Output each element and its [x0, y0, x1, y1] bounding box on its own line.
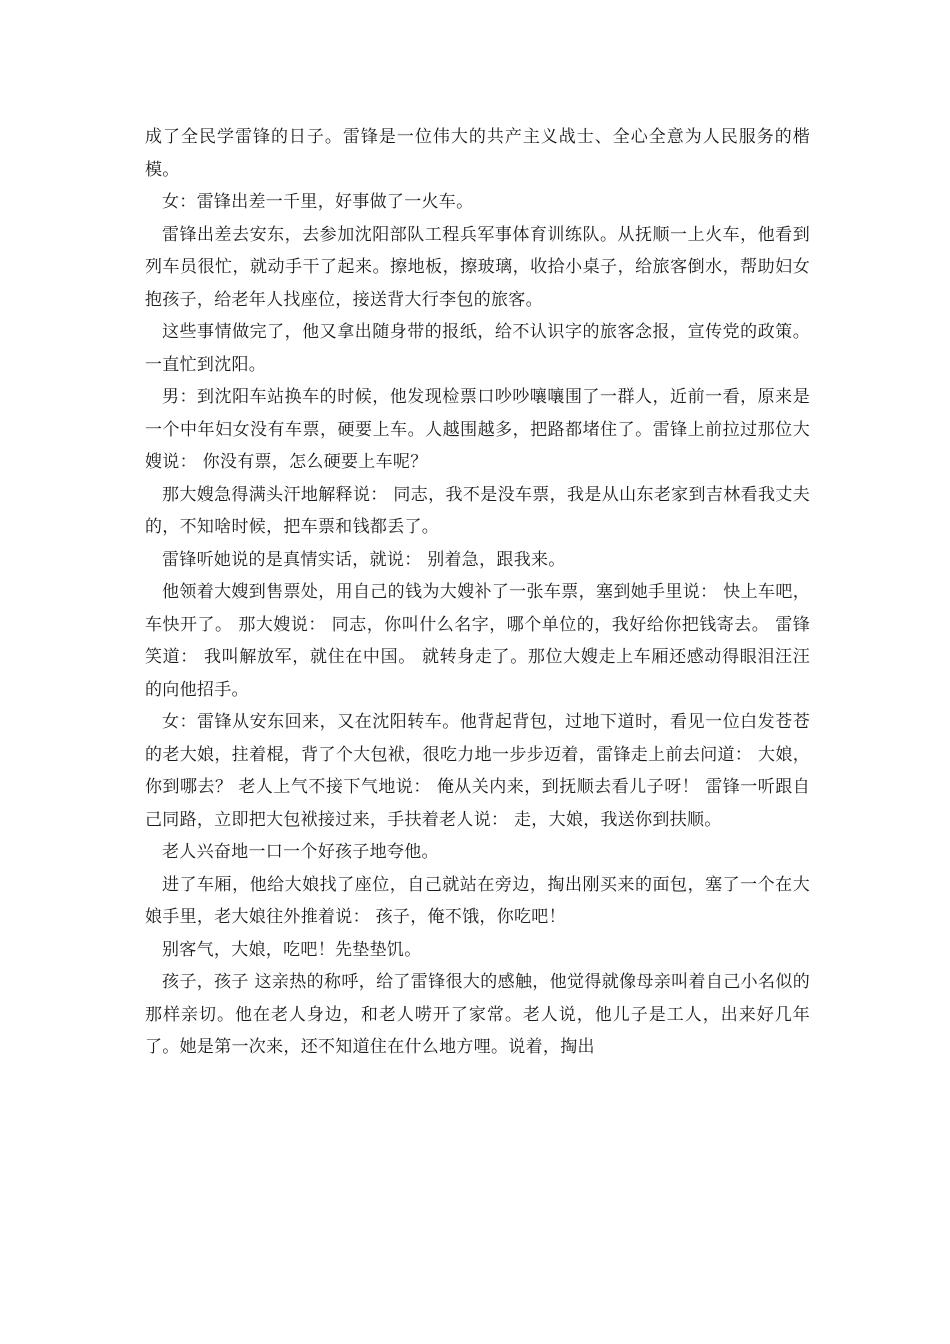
paragraph: 雷锋出差去安东，去参加沈阳部队工程兵军事体育训练队。从抚顺一上火车，他看到列车员很忙，就动手干了起来。擦地板，擦玻璃，收拾小桌子，给旅客倒水，帮助妇女抱孩子，给老年人找座位，接送背大行李包的旅客。	[145, 224, 810, 310]
paragraph: 别客气，大娘，吃吧！先垫垫饥。	[162, 939, 422, 960]
paragraph: 老人兴奋地一口一个好孩子地夸他。	[162, 842, 439, 862]
paragraph: 进了车厢，他给大娘找了座位，自己就站在旁边，掏出刚买来的面包，塞了一个在大娘手里，老大娘往外推着说： 孩子，俺不饿，你吃吧！	[145, 874, 810, 927]
paragraph: 他领着大嫂到售票处，用自己的钱为大嫂补了一张车票，塞到她手里说： 快上车吧，车快开了。 那大嫂说： 同志，你叫什么名字，哪个单位的，我好给你把钱寄去。 雷锋笑道： 我叫解放军，就住在中国。 就转身走了。那位大嫂走上车厢还感动得眼泪汪汪的向他招手。	[145, 582, 810, 700]
paragraph: 成了全民学雷锋的日子。雷锋是一位伟大的共产主义战士、全心全意为人民服务的楷模。	[145, 127, 810, 180]
document-body	[145, 121, 810, 1064]
paragraph: 男：到沈阳车站换车的时候，他发现检票口吵吵嚷嚷围了一群人，近前一看，原来是一个中年妇女没有车票，硬要上车。人越围越多，把路都堵住了。雷锋上前拉过那位大嫂说： 你没有票，怎么硬要上车呢？	[145, 387, 810, 472]
paragraph: 雷锋听她说的是真情实话，就说： 别着急，跟我来。	[162, 549, 566, 570]
paragraph: 女：雷锋从安东回来，又在沈阳转车。他背起背包，过地下道时，看见一位白发苍苍的老大娘，拄着棍，背了个大包袱，很吃力地一步步迈着，雷锋走上前去问道： 大娘，你到哪去？ 老人上气不接下气地说： 俺从关内来，到抚顺去看儿子呀！ 雷锋一听跟自己同路，立即把大包袱接过来，手扶着老人说： 走，大娘，我送你到扶顺。	[145, 712, 810, 830]
paragraph: 那大嫂急得满头汗地解释说： 同志，我不是没车票，我是从山东老家到吉林看我丈夫的，不知啥时候，把车票和钱都丢了。	[145, 484, 810, 537]
paragraph: 孩子，孩子 这亲热的称呼，给了雷锋很大的感触，他觉得就像母亲叫着自己小名似的那样亲切。他在老人身边，和老人唠开了家常。老人说，他儿子是工人，出来好几年了。她是第一次来，还不知道住在什么地方哩。说着，掏出	[145, 972, 810, 1057]
paragraph: 这些事情做完了，他又拿出随身带的报纸，给不认识字的旅客念报，宣传党的政策。一直忙到沈阳。	[145, 322, 810, 375]
paragraph: 女：雷锋出差一千里，好事做了一火车。	[162, 192, 474, 212]
